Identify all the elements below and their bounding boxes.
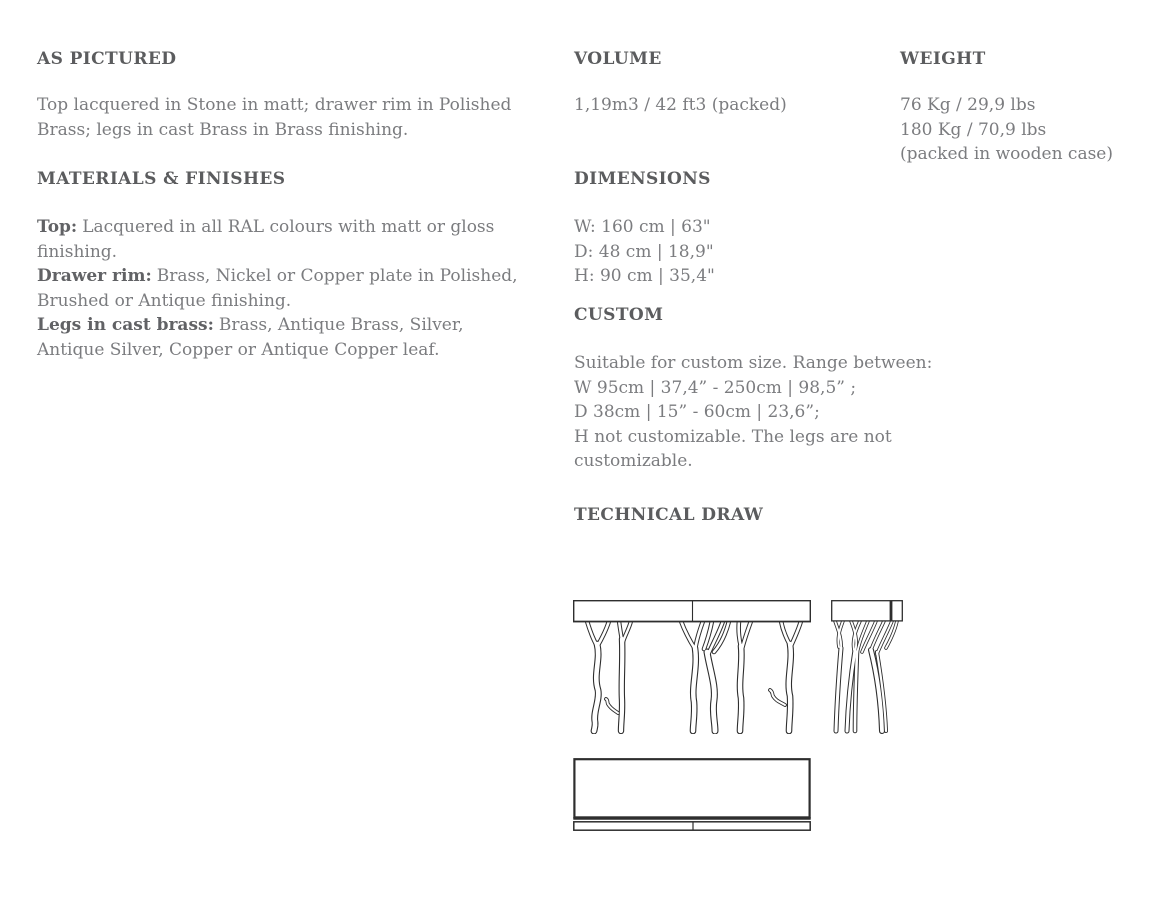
weight-line: 180 Kg / 70,9 lbs — [900, 119, 1047, 140]
dimension-line-height: H: 90 cm | 35,4" — [574, 266, 715, 286]
custom-line: customizable. — [574, 451, 693, 471]
dimensions-text — [574, 215, 715, 289]
custom-line: W 95cm | 37,4” - 250cm | 98,5” ; — [574, 377, 857, 398]
branch-legs-front — [587, 621, 801, 731]
weight-text — [900, 93, 1113, 167]
custom-heading: CUSTOM — [574, 305, 664, 325]
material-item-value: Brass, Antique Brass, Silver, Antique Silver, Copper or Antique Copper leaf. — [37, 315, 464, 360]
table-top-front — [573, 601, 811, 622]
weight-heading: WEIGHT — [900, 49, 986, 69]
technical-drawing-top-view — [573, 757, 811, 833]
dimension-line-depth: D: 48 cm | 18,9" — [574, 241, 714, 262]
table-top-plan — [573, 759, 810, 830]
custom-line: H not customizable. The legs are not — [574, 426, 892, 447]
technical-draw-heading: TECHNICAL DRAW — [574, 505, 764, 525]
material-item-drawer-rim — [37, 264, 523, 313]
dimensions-heading: DIMENSIONS — [574, 169, 711, 189]
weight-line: 76 Kg / 29,9 lbs — [900, 95, 1036, 115]
custom-line: Suitable for custom size. Range between: — [574, 353, 933, 373]
technical-drawing-side-view — [831, 600, 905, 734]
material-item-value: Brass, Nickel or Copper plate in Polished, Brushed or Antique finishing. — [37, 266, 518, 311]
volume-text: 1,19m3 / 42 ft3 (packed) — [574, 95, 787, 115]
table-top-side — [832, 601, 903, 621]
technical-drawing-front-view — [573, 600, 811, 734]
material-item-top — [37, 215, 523, 264]
dimension-line-width: W: 160 cm | 63" — [574, 217, 711, 237]
volume-heading: VOLUME — [574, 49, 662, 69]
weight-line: (packed in wooden case) — [900, 144, 1113, 164]
material-item-value: Lacquered in all RAL colours with matt or gloss finishing. — [37, 217, 495, 262]
materials-finishes-text — [37, 215, 523, 362]
material-item-label: Legs in cast brass: — [37, 315, 214, 335]
as-pictured-text: Top lacquered in Stone in matt; drawer rim in Polished Brass; legs in cast Brass in Brass finishing. — [37, 95, 512, 140]
as-pictured-heading: AS PICTURED — [37, 49, 177, 69]
branch-legs-side — [835, 621, 897, 731]
custom-line: D 38cm | 15” - 60cm | 23,6”; — [574, 402, 820, 422]
custom-text — [574, 351, 932, 474]
material-item-label: Top: — [37, 217, 78, 237]
materials-finishes-heading: MATERIALS & FINISHES — [37, 169, 286, 189]
material-item-legs — [37, 313, 523, 362]
material-item-label: Drawer rim: — [37, 266, 152, 286]
